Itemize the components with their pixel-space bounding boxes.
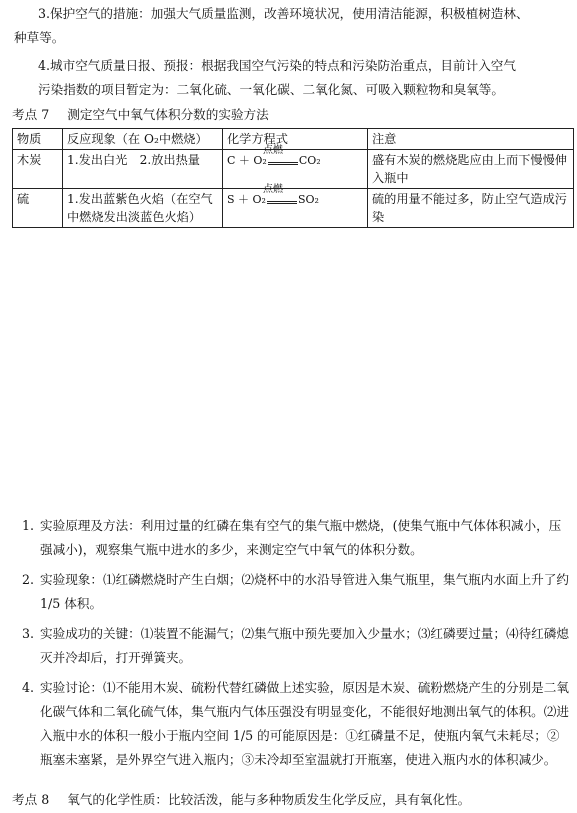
- section-8-label: 考点 8: [12, 792, 50, 807]
- equation-products: SO₂: [297, 193, 319, 206]
- paragraph-3-line-2: 种草等。: [14, 30, 65, 45]
- paragraph-4-line-1: 4.城市空气质量日报、预报：根据我国空气污染的特点和污染防治重点，目前计入空气: [38, 58, 516, 73]
- reaction-condition: 点燃: [263, 145, 283, 156]
- section-8-heading: [12, 790, 470, 810]
- equation-reactants: C ＋ O₂: [227, 154, 267, 167]
- paragraph-4-line-2: 污染指数的项目暂定为：二氧化硫、一氧化碳、二氧化氮、可吸入颗粒物和臭氧等。: [38, 82, 504, 97]
- cell-substance: 木炭: [13, 150, 63, 189]
- header-phenomenon: 反应现象（在 O₂中燃烧）: [63, 129, 223, 150]
- chemical-equation: [227, 184, 319, 209]
- item-number: 1.: [22, 518, 35, 533]
- item-text: 实验原理及方法：利用过量的红磷在集有空气的集气瓶中燃烧，(使集气瓶中气体体积减小，压强减小)，观察集气瓶中进水的多少，来测定空气中氧气的体积分数。: [40, 518, 562, 557]
- chemical-equation: [227, 145, 321, 170]
- experiment-notes-list: [22, 514, 570, 778]
- section-7-label: 考点 7: [12, 107, 50, 122]
- paragraph-3-line-1: 3.保护空气的措施：加强大气质量监测，改善环境状况，使用清洁能源，积极植树造林、: [38, 6, 529, 21]
- section-7-title: 测定空气中氧气体积分数的实验方法: [67, 107, 269, 122]
- reaction-condition: 点燃: [263, 184, 283, 195]
- equation-products: CO₂: [298, 154, 321, 167]
- item-number: 3.: [22, 626, 35, 641]
- list-item: [22, 622, 570, 670]
- header-equation: 化学方程式: [223, 129, 368, 150]
- cell-phenomenon: 1.发出蓝紫色火焰（在空气中燃烧发出淡蓝色火焰）: [63, 189, 223, 228]
- cell-phenomenon: 1.发出白光 2.放出热量: [63, 150, 223, 189]
- cell-equation: [223, 145, 368, 189]
- header-note: 注意: [368, 129, 574, 150]
- list-item: [22, 676, 570, 772]
- experiment-table: [12, 128, 574, 228]
- item-number: 2.: [22, 572, 35, 587]
- item-text: 实验成功的关键：⑴装置不能漏气；⑵集气瓶中预先要加入少量水；⑶红磷要过量；⑷待红磷熄灭并冷却后，打开弹簧夹。: [40, 626, 569, 665]
- item-text: 实验现象：⑴红磷燃烧时产生白烟；⑵烧杯中的水沿导管进入集气瓶里，集气瓶内水面上升了约 1/5 体积。: [40, 572, 569, 611]
- table-row: [13, 189, 574, 228]
- header-substance: 物质: [13, 129, 63, 150]
- cell-note: 盛有木炭的燃烧匙应由上而下慢慢伸入瓶中: [368, 150, 574, 189]
- equation-reactants: S ＋ O₂: [227, 193, 266, 206]
- item-number: 4.: [22, 680, 35, 695]
- list-item: [22, 568, 570, 616]
- section-8-title: 氧气的化学性质：比较活泼，能与多种物质发生化学反应，具有氧化性。: [67, 792, 471, 807]
- section-7-heading: [12, 105, 269, 125]
- cell-substance: 硫: [13, 189, 63, 228]
- item-text: 实验讨论：⑴不能用木炭、硫粉代替红磷做上述实验，原因是木炭、硫粉燃烧产生的分别是二氧化碳气体和二氧化硫气体，集气瓶内气体压强没有明显变化，不能很好地测出氧气的体积。⑵进入瓶中水的体积一般小于瓶内空间 1/5 的可能原因是：①红磷量不足，使瓶内氧气未耗尽；②瓶塞未塞紧，是外界空气进入瓶内；③未冷却至室温就打开瓶塞，使进入瓶内水的体积减少。: [40, 680, 569, 767]
- table-row: [13, 150, 574, 189]
- list-item: [22, 514, 570, 562]
- table-header-row: [13, 129, 574, 150]
- cell-equation: [223, 184, 368, 228]
- cell-note: 硫的用量不能过多，防止空气造成污染: [368, 189, 574, 228]
